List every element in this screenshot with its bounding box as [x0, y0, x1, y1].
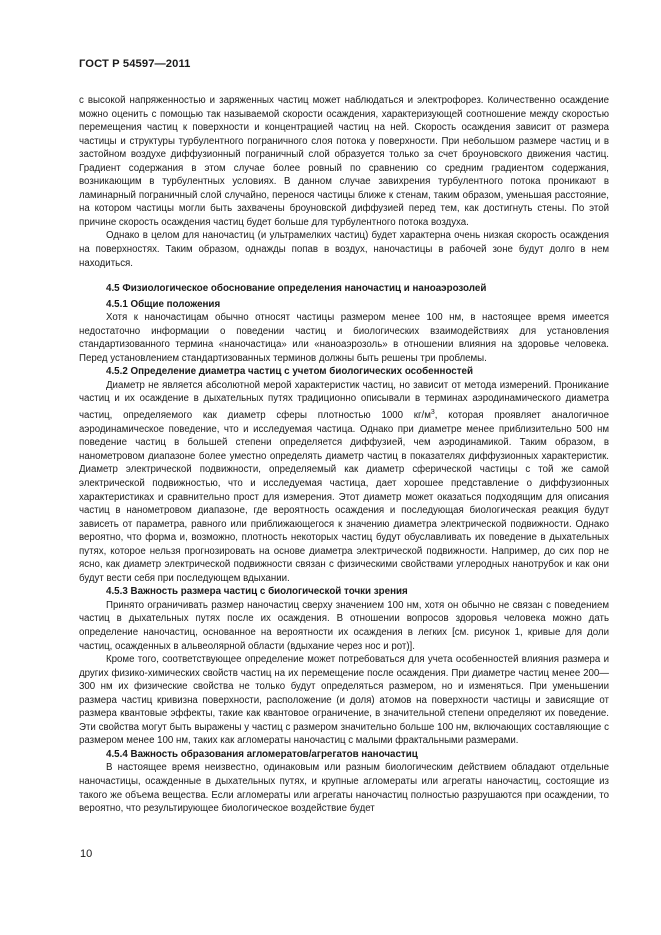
document-header: ГОСТ Р 54597—2011	[79, 58, 191, 70]
paragraph-text: Диаметр не является абсолютной мерой характеристик частиц, но зависит от метода измерений. Проникание частиц и их осаждение в дыхательных путях традиционно описывали в терминах аэродинамического диаметра частиц, определяемого как диаметр сферы плотностью 1000 кг/м	[79, 379, 609, 422]
paragraph: Кроме того, соответствующее определение может потребоваться для учета особенностей влияния размера и других физико-химических свойств частиц на их перемещение после осаждения. При диаметре частиц менее 200—300 нм их физические свойства не только будут определяться размером, но и изменяться. При уменьшении размера частиц кривизна поверхности, расположение (и доля) атомов на поверхности частицы и зависящие от размера квантовые эффекты, такие как квантовое ограничение, в значительной степени определяют их поведение. Эти свойства могут быть выражены у частиц с размером значительно больше 100 нм, включающих составляющие с размером менее 100 нм, таких как агломераты наночастиц с малыми фрактальными размерами.	[79, 654, 609, 747]
paragraph: с высокой напряженностью и заряженных частиц может наблюдаться и электрофорез. Количественно осаждение можно оценить с помощью так называемой скорости осаждения, характеризующей соотношение между скоростью перемещения частиц к поверхности и концентрацией частиц на ней. Скорость осаждения зависит от размера частицы и структуры турбулентного пограничного слоя потока у поверхности. При небольшом размере частиц и в застойном воздухе диффузионный пограничный слой образуется только за счет броуновского движения частиц. Градиент содержания в этом случае более ровный по сравнению со средним градиентом содержания, возникающим в турбулентных условиях. В данном случае завихрения турбулентного потока проникают в ламинарный пограничный слой случайно, перенося частицы ближе к стенам, таким образом, уменьшая расстояние, на котором частицы могли быть захвачены броуновской диффузией перед тем, как достигнуть стены. По этой причине скорость осаждения частиц будет больше для турбулентного потока воздуха.	[79, 95, 609, 228]
paragraph: Хотя к наночастицам обычно относят частицы размером менее 100 нм, в настоящее время имеется недостаточно информации о поведении частиц и биологических взаимодействиях для установления стандартизованного термина «наночастица» или «наноаэрозоль» в отношении влияния на здоровье человека. Перед установлением стандартизованных терминов должны быть решены три проблемы.	[79, 312, 609, 364]
paragraph-text: , которая проявляет аналогичное аэродинамическое поведение, что и исследуемая частица. Однако при диаметре менее приблизительно 500 нм поведение частиц в большей степени определяется диффузией, чем аэродинамикой. Таким образом, в нанометровом диапазоне более уместно определять диаметр частиц в показателях диффузионных характеристик. Диаметр электрической подвижности, определяемый как диаметр сферической частицы с той же самой электрической подвижностью, что и исследуемая частица, дает хорошее представление о диффузионных характеристиках и сравнительно прост для измерения. Этот диаметр может оказаться подходящим для описания частиц в нанометровом диапазоне, где вероятность осаждения и последующая биологическая реакция будут зависеть от параметра, равного или приближающегося к значению диаметра электрической подвижности. Однако вероятно, что форма и, возможно, плотность некоторых частиц будут обуславливать их поведение в дыхательных путях, которое нельзя прогнозировать на основе диаметра электрической подвижности. Например, до сих пор не ясно, как диаметр электрической подвижности связан с физическими свойствами углеродных нанотрубок и как они будут вести себя при последующем вдыхании.	[79, 410, 610, 584]
paragraph: Принято ограничивать размер наночастиц сверху значением 100 нм, хотя он обычно не связан с поведением частиц в дыхательных путях после их осаждения. В отношении вопросов здоровья человека можно дать определение наночастиц, основанное на вероятности их осаждения в легких [см. рисунок 1, кривые для доли частиц, осажденных в альвеолярной области (вдыхание через нос и рот)].	[79, 599, 609, 652]
subsection-heading: 4.5.3 Важность размера частиц с биологической точки зрения	[106, 586, 408, 598]
paragraph	[79, 379, 609, 585]
subsection-heading: 4.5.2 Определение диаметра частиц с учетом биологических особенностей	[106, 366, 474, 378]
subsection-heading: 4.5.4 Важность образования агломератов/агрегатов наночастиц	[106, 748, 418, 760]
paragraph: В настоящее время неизвестно, одинаковым или разным биологическим действием обладают отдельные наночастицы, осажденные в дыхательных путях, и крупные агломераты или агрегаты наночастиц, состоящие из такого же объема вещества. Если агломераты или агрегаты наночастиц полностью разрушаются при осаждении, то вероятно, что результирующее биологическое воздействие будет	[79, 762, 609, 815]
section-heading: 4.5 Физиологическое обоснование определения наночастиц и наноаэрозолей	[106, 283, 487, 295]
subsection-heading: 4.5.1 Общие положения	[106, 298, 221, 310]
superscript: 3	[430, 409, 435, 417]
document-body	[79, 94, 609, 816]
paragraph: Однако в целом для наночастиц (и ультрамелких частиц) будет характерна очень низкая скорость осаждения на поверхностях. Таким образом, однажды попав в воздух, наночастицы в рабочей зоне будут долго в нем находиться.	[79, 230, 609, 269]
page-number: 10	[80, 848, 93, 860]
